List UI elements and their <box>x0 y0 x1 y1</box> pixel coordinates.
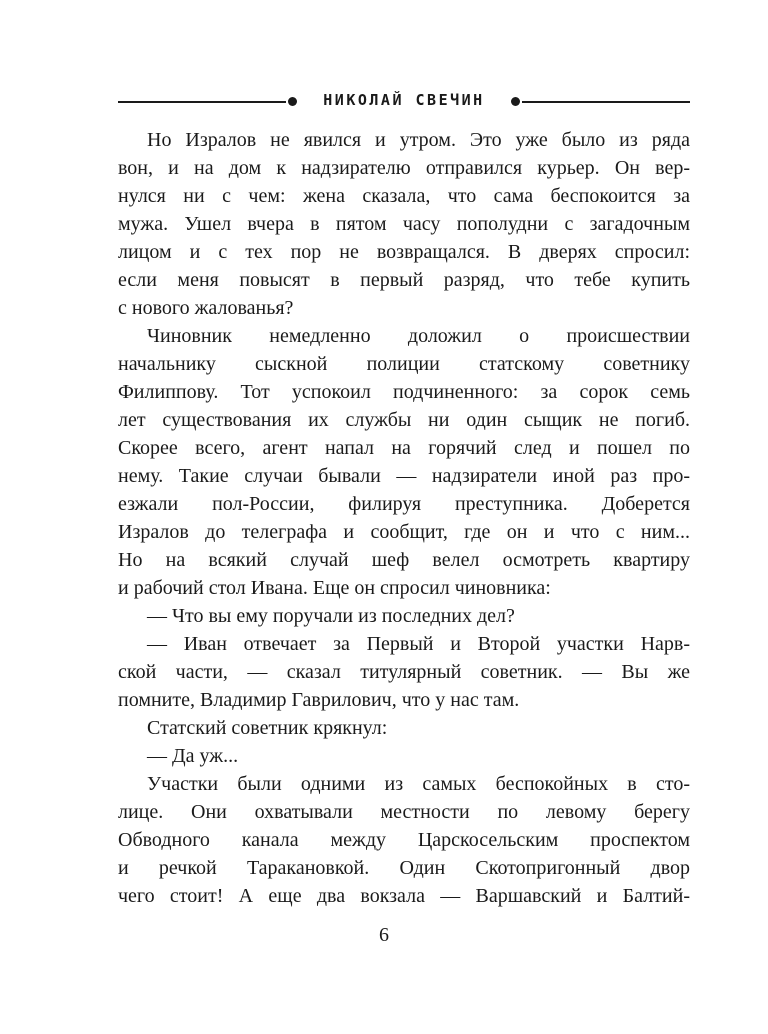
text-line: лицом и с тех пор не возвращался. В дверях спросил: <box>118 241 690 263</box>
text-line: Скорее всего, агент напал на горячий след и пошел по <box>118 437 690 459</box>
text-line: лице. Они охватывали местности по левому берегу <box>118 801 690 823</box>
text-line: если меня повысят в первый разряд, что тебе купить <box>118 269 690 291</box>
page-number: 6 <box>379 924 389 946</box>
text-line: начальнику сыскной полиции статскому советнику <box>118 353 690 375</box>
text-line: чего стоит! А еще два вокзала — Варшавский и Балтий- <box>118 885 690 907</box>
text-line: Статский советник крякнул: <box>147 717 388 739</box>
text-line: Но на всякий случай шеф велел осмотреть квартиру <box>118 549 690 571</box>
text-line: вон, и на дом к надзирателю отправился курьер. Он вер- <box>118 157 690 179</box>
text-line: нему. Такие случаи бывали — надзиратели иной раз про- <box>118 465 690 487</box>
author-name: НИКОЛАЙ СВЕЧИН <box>323 91 485 109</box>
text-line: Изралов до телеграфа и сообщит, где он и что с ним... <box>118 521 690 543</box>
header-right-dot <box>511 97 520 106</box>
header-right-rule <box>522 101 690 103</box>
text-line: помните, Владимир Гаврилович, что у нас там. <box>118 689 520 711</box>
text-line: и рабочий стол Ивана. Еще он спросил чиновника: <box>118 577 551 599</box>
text-line: ской части, — сказал титулярный советник. — Вы же <box>118 661 690 683</box>
text-line: — Да уж... <box>147 745 239 767</box>
text-line: Но Изралов не явился и утром. Это уже было из ряда <box>147 129 690 151</box>
text-line: с нового жалованья? <box>118 297 294 319</box>
text-line: Филиппову. Тот успокоил подчиненного: за сорок семь <box>118 381 690 403</box>
text-line: лет существования их службы ни один сыщик не погиб. <box>118 409 690 431</box>
text-line: и речкой Таракановкой. Один Скотопригонный двор <box>118 857 690 879</box>
text-line: Чиновник немедленно доложил о происшествии <box>147 325 690 347</box>
text-line: нулся ни с чем: жена сказала, что сама беспокоится за <box>118 185 690 207</box>
text-line: Обводного канала между Царскосельским проспектом <box>118 829 690 851</box>
text-line: — Иван отвечает за Первый и Второй участки Нарв- <box>147 633 690 655</box>
text-line: мужа. Ушел вчера в пятом часу пополудни с загадочным <box>118 213 690 235</box>
text-line: Участки были одними из самых беспокойных в сто- <box>147 773 690 795</box>
text-line: езжали пол-России, филируя преступника. Доберется <box>118 493 690 515</box>
body-text <box>118 126 690 910</box>
text-line: — Что вы ему поручали из последних дел? <box>147 605 515 627</box>
running-header <box>118 88 690 116</box>
